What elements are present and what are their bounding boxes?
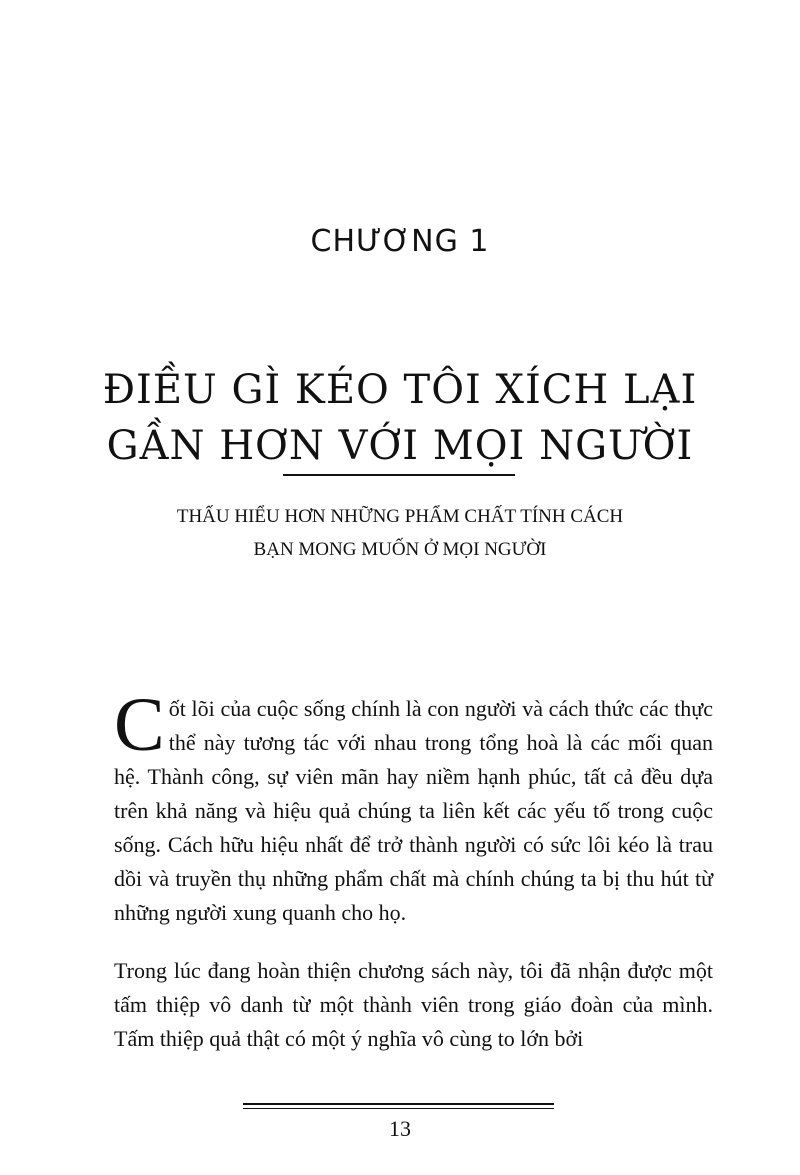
title-divider [283,474,515,476]
page-number: 13 [389,1116,411,1141]
paragraph-1-text: ốt lõi của cuộc sống chính là con người và cách thức các thực thể này tương tác với nhau trong tổng hoà là các mối quan hệ. Thành công, sự viên mãn hay niềm hạnh phúc, tất cả đều dựa trên khả năng và hiệu quả chúng ta liên kết các yếu tố trong cuộc sống. Cách hữu hiệu nhất để trở thành người có sức lôi kéo là trau dồi và truyền thụ những phẩm chất mà chính chúng ta bị thu hút từ những người xung quanh cho họ. [114,696,713,925]
footer-rule-thick [243,1103,554,1105]
chapter-title [0,362,800,474]
chapter-subtitle-line-2: BẠN MONG MUỐN Ở MỌI NGƯỜI [253,539,547,560]
chapter-title-line-2: GẦN HƠN VỚI MỌI NGƯỜI [106,423,694,469]
paragraph-2: Trong lúc đang hoàn thiện chương sách này, tôi đã nhận được một tấm thiệp vô danh từ một thành viên trong giáo đoàn của mình. Tấm thiệp quả thật có một ý nghĩa vô cùng to lớn bởi [114,958,713,1051]
chapter-label: CHƯƠNG 1 [310,224,490,259]
drop-cap: C [114,683,165,767]
chapter-title-line-1: ĐIỀU GÌ KÉO TÔI XÍCH LẠI [102,367,698,413]
paragraph-1 [114,683,713,930]
chapter-subtitle-line-1: THẤU HIỂU HƠN NHỮNG PHẨM CHẤT TÍNH CÁCH [176,506,624,527]
footer-rule-thin [243,1108,554,1109]
body-text [114,683,713,1056]
chapter-subtitle [0,500,800,566]
